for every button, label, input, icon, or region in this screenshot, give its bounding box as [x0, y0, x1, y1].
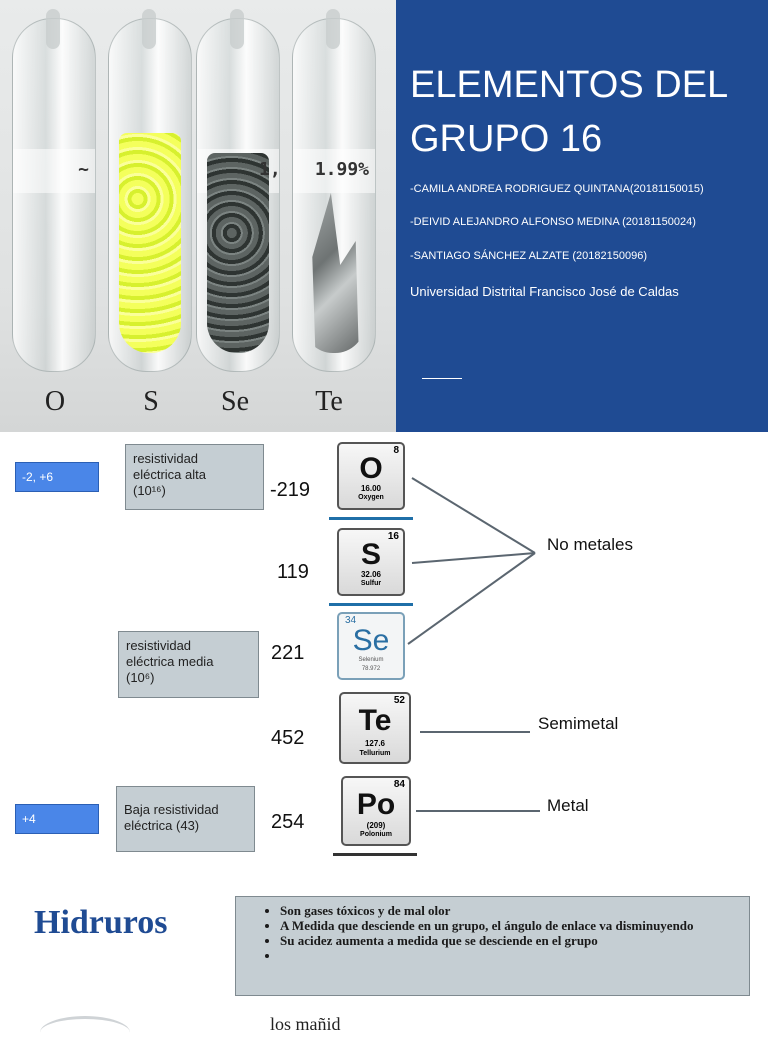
- element-symbol: O: [359, 452, 383, 485]
- resistivity-box-medium: [118, 631, 259, 698]
- author-2: -DEIVID ALEJANDRO ALFONSO MEDINA (20181150024): [410, 216, 696, 228]
- sulfur-tube: [108, 18, 192, 372]
- element-symbol: Se: [352, 624, 390, 657]
- element-tile-oxygen: [337, 442, 405, 510]
- line-se-nometales: [408, 553, 535, 644]
- title-line-2: GRUPO 16: [410, 118, 603, 160]
- atomic-number: 52: [393, 695, 405, 706]
- hidruros-bullet: • Son gases tóxicos y de mal olor: [280, 903, 741, 918]
- author-1: -CAMILA ANDREA RODRIGUEZ QUINTANA(20181150015): [410, 183, 704, 195]
- hidruros-bullet: [280, 948, 741, 963]
- line-s-nometales: [412, 553, 535, 563]
- element-symbol: S: [360, 538, 381, 571]
- element-name: Polonium: [360, 831, 392, 838]
- resistivity-box-high: [125, 444, 264, 510]
- tube-label-se: Se: [221, 386, 249, 417]
- element-tile-tellurium: [339, 692, 411, 764]
- resistivity-medium-line1: resistividad: [126, 638, 192, 653]
- temperature-te: 452: [271, 727, 305, 749]
- element-symbol: Po: [356, 788, 396, 821]
- line-o-nometales: [412, 478, 535, 553]
- cut-off-text: los mañid: [270, 1014, 341, 1034]
- tellurium-tube: [292, 18, 376, 372]
- resistivity-medium-line2: eléctrica media: [126, 654, 214, 669]
- slide-title: [410, 58, 728, 166]
- class-label-semimetal: Semimetal: [538, 714, 619, 733]
- decorative-arc: [40, 1016, 130, 1049]
- atomic-mass: (209): [366, 821, 386, 830]
- atomic-mass: 16.00: [360, 484, 382, 493]
- atomic-number: 84: [393, 779, 405, 790]
- hidruros-title: Hidruros: [34, 904, 168, 941]
- element-tile-polonium: [341, 776, 411, 846]
- university: Universidad Distrital Francisco José de Caldas: [410, 284, 679, 299]
- atomic-number: 8: [393, 445, 399, 456]
- oxidation-state-box-2: +4: [15, 804, 99, 834]
- tile-strip: [329, 517, 413, 520]
- tile-strip: [329, 603, 413, 606]
- class-label-metal: Metal: [547, 796, 589, 815]
- title-panel: [396, 0, 768, 432]
- tile-strip: [333, 853, 417, 856]
- hidruros-notes: [235, 896, 750, 996]
- hidruros-bullet: • Su acidez aumenta a medida que se desciende en el grupo: [280, 933, 741, 948]
- hidruros-bullet: • A Medida que desciende en un grupo, el ángulo de enlace va disminuyendo: [280, 918, 741, 933]
- atomic-number: 34: [345, 615, 357, 626]
- tube-text-o: ~: [78, 159, 89, 180]
- element-name: Tellurium: [359, 750, 391, 757]
- temperature-se: 221: [271, 642, 305, 664]
- tube-text-te: 1.99%: [314, 159, 369, 180]
- resistivity-box-low: [116, 786, 255, 852]
- atomic-mass: 78.972: [361, 666, 381, 672]
- resistivity-high-line3: (10¹⁶): [133, 483, 166, 498]
- temperature-s: 119: [277, 561, 309, 583]
- element-tile-selenium: [337, 612, 405, 680]
- oxidation-state-box-1: -2, +6: [15, 462, 99, 492]
- class-label-no-metales: No metales: [547, 535, 633, 554]
- temperature-o: -219: [270, 479, 311, 501]
- resistivity-low-line2: eléctrica (43): [124, 818, 200, 833]
- tube-label-s: S: [143, 386, 159, 417]
- element-tile-sulfur: [337, 528, 405, 596]
- divider-dash: [422, 378, 462, 379]
- title-line-1: ELEMENTOS DEL: [410, 64, 729, 106]
- resistivity-low-line1: Baja resistividad: [124, 802, 219, 817]
- resistivity-high-line1: resistividad: [133, 451, 199, 466]
- element-name: Oxygen: [358, 494, 384, 501]
- selenium-tube: [196, 18, 280, 372]
- tube-label-te: Te: [315, 386, 343, 417]
- atomic-mass: 127.6: [364, 739, 386, 748]
- temperature-po: 254: [271, 811, 305, 833]
- element-name: Selenium: [358, 657, 384, 663]
- oxygen-tube: [12, 18, 96, 372]
- resistivity-high-line2: eléctrica alta: [133, 467, 206, 482]
- tube-text-se: 1,: [259, 159, 281, 180]
- resistivity-medium-line3: (10⁶): [126, 670, 155, 685]
- atomic-mass: 32.06: [360, 570, 382, 579]
- element-symbol: Te: [358, 704, 392, 737]
- author-3: -SANTIAGO SÁNCHEZ ALZATE (20182150096): [410, 250, 647, 262]
- element-samples-photo: [0, 0, 396, 432]
- atomic-number: 16: [387, 531, 399, 542]
- tube-label-o: O: [44, 386, 66, 417]
- element-name: Sulfur: [360, 580, 382, 587]
